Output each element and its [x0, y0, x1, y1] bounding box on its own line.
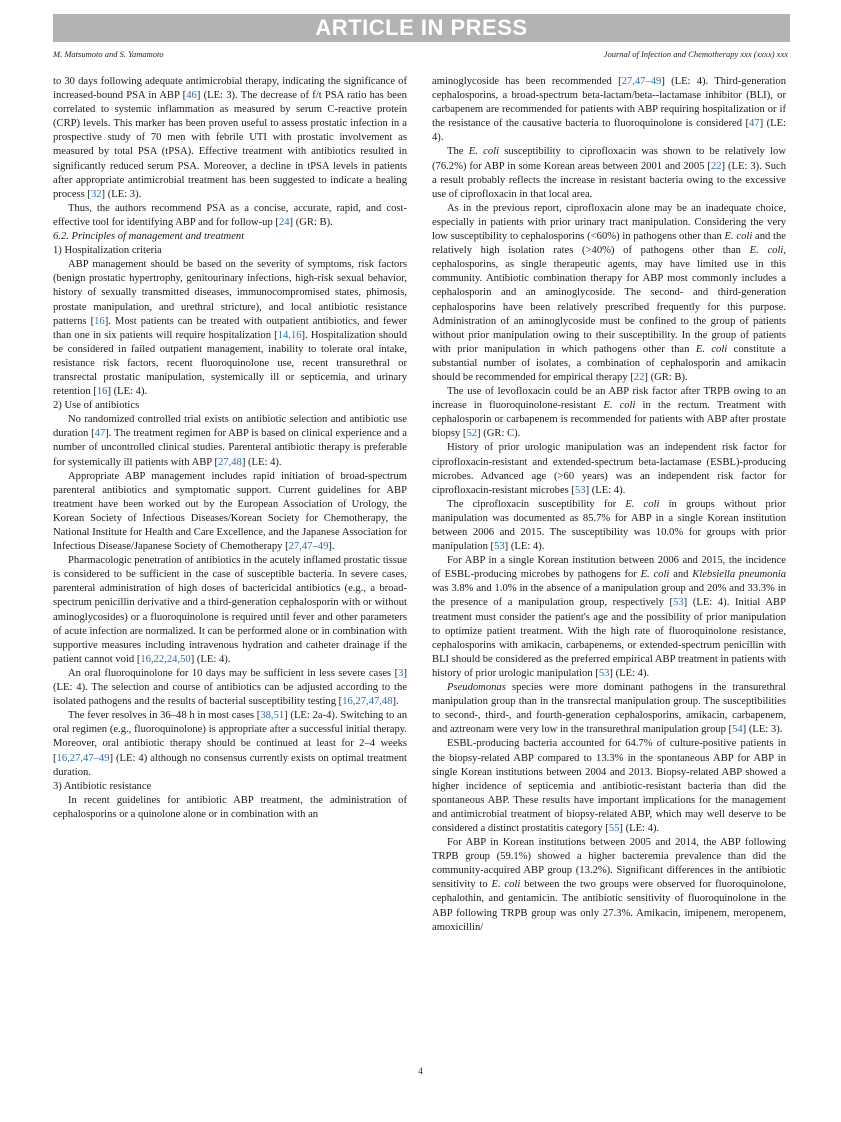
- citation-link[interactable]: 47: [749, 118, 760, 130]
- citation-link[interactable]: 24: [278, 216, 290, 228]
- paragraph: The E. coli susceptibility to ciprofloxacin was shown to be relatively low (76.2%) for ABP in some Korean areas between 2001 and 2005 [22] (LE: 3). Such a result probably reflects the increase in resistant bacteria owing to the excessive use of ciprofloxacin in that local area.: [432, 146, 786, 200]
- citation-link[interactable]: 38,51: [260, 710, 285, 722]
- paragraph: ABP management should be based on the severity of symptoms, risk factors (benign prostatic hypertrophy, genitourinary infections, high-risk sexual behavior, history of sexually transmitted diseases, immunocompromised states, phimosis, prostate manipulation, and urethral stricture), and local antibiotic resistance patterns [16]. Most patients can be treated with outpatient antibiotics, and fewer than one in six patients will require hospitalization [14,16]. Hospitalization should be considered in failed outpatient management, inability to tolerate oral intake, resistance risk factors, recent fluoroquinolone use, recent transurethral or transrectal prostatic manipulation, systemically ill or septicemia, and urinary retention [16] (LE: 4).: [53, 259, 408, 398]
- running-head-journal: Journal of Infection and Chemotherapy xxx (xxxx) xxx: [603, 49, 788, 59]
- paragraph: In recent guidelines for antibiotic ABP treatment, the administration of cephalosporins or a quinolone alone or in combination with an: [53, 794, 407, 820]
- page-number: 4: [418, 1066, 423, 1076]
- paragraph: Pharmacologic penetration of antibiotics in the acutely inflamed prostatic tissue is considered to be sufficient in the case of susceptible bacteria. In severe cases, parenteral administration of high doses of bactericidal antibiotics (e.g., a broad-spectrum penicillin derivative and a third-generation cephalosporin with or without aminoglycosides) or a fluoroquinolone is required until fever and other parameters of acute infection are normalized. It can be performed alone or in combination with supportive measures including intravenous hydration and catheter drainage if the patient cannot void [16,22,24,50] (LE: 4).: [53, 555, 407, 665]
- citation-link[interactable]: 22: [633, 371, 645, 383]
- paragraph: Appropriate ABP management includes rapid initiation of broad-spectrum parenteral antibiotics and symptomatic support. Current guidelines for ABP treatment have been worked out by the European Association of Urology, the Korean Society of Infectious Diseases/Korean Society for Chemotherapy, the National Institute for Health and Care Excellence, and the Japanese Association for Infectious Disease/Japanese Society of Chemotherapy [27,47–49].: [53, 470, 407, 553]
- left-column: [53, 75, 407, 1065]
- paragraph: The use of levofloxacin could be an ABP risk factor after TRPB owing to an increase in fluoroquinolone-resistant E. coli in the rectum. Treatment with cephalosporin or carbapenem is recommended for patients with ABP after prostate biopsy [52] (GR: C).: [432, 386, 786, 440]
- citation-link[interactable]: 53: [574, 484, 586, 496]
- subsection-heading: 2) Use of antibiotics: [53, 400, 140, 412]
- paragraph: As in the previous report, ciprofloxacin alone may be an inadequate choice, especially in patients with prior urinary tract manipulation. Considering the very low susceptibility to cephalosporins (<60%) in pathogens other than E. coli and the relatively high isolation rates (>40%) of pathogens other than E. coli, cephalosporins, as single therapeutic agents, may have limited use in this community. Antibiotic combination therapy for ABP most commonly includes a cephalosporin and an aminoglycoside. The second- and third-generation cephalosporins have been relatively prescribed frequently for this purpose. Administration of an aminoglycoside must be confined to the group of patients without prior manipulation owing to their susceptibility. In the group of patients with prior manipulation in which pathogens other than E. coli constitute a substantial number of isolates, a combination of cephalosporin and amikacin should be recommended for empirical therapy [22] (GR: B).: [432, 202, 787, 383]
- paragraph: The ciprofloxacin susceptibility for E. coli in groups without prior manipulation was documented as 85.7% for ABP in a single Korean institution between 2006 and 2015. The susceptibility was 10.0% for groups with prior manipulation [53] (LE: 4).: [432, 498, 787, 553]
- right-column: [432, 75, 786, 1065]
- paragraph: For ABP in Korean institutions between 2005 and 2014, the ABP following TRPB group (59.1%) showed a higher bacteremia prevalence than did the community-acquired ABP group (13.2%). Significant differences in the antibiotic sensitivity to E. coli between the two groups were observed for fluoroquinolone, cephalothin, and gentamicin. The antibiotic sensitivity of fluoroquinolone in the ABP following TRPB group was only 27.3%. Amikacin, imipenem, meropenem, amoxicillin/: [432, 837, 787, 933]
- paragraph: The fever resolves in 36–48 h in most cases [38,51] (LE: 2a-4). Switching to an oral regimen (e.g., fluoroquinolone) is appropriate after a successful initial therapy. Moreover, oral antibiotic therapy should be continued at least for 2–4 weeks [16,27,47–49] (LE: 4) although no consensus currently exists on optimal treatment duration.: [53, 710, 407, 778]
- subsection-heading: 3) Antibiotic resistance: [53, 780, 152, 792]
- paragraph: For ABP in a single Korean institution between 2006 and 2015, the incidence of ESBL-producing microbes by pathogens for E. coli and Klebsiella pneumonia was 3.8% and 1.0% in the absence of a manipulation group and 20% and 33.3% in the presence of a manipulation group, respectively [53] (LE: 4). Initial ABP treatment must consider the patient's age and the possibility of prior manipulation to optimize patient treatment. With the high rate of fluoroquinolone resistance, cephalosporins with amikacin, carbapenems, or extended-spectrum penicillin with BLI should be considered as the preferred empirical ABP treatment in patients with history of prior urologic manipulation [53] (LE: 4).: [432, 555, 786, 679]
- citation-link[interactable]: 27,47–49: [288, 541, 329, 553]
- citation-link[interactable]: 53: [494, 541, 505, 553]
- paragraph: ESBL-producing bacteria accounted for 64.7% of culture-positive patients in the biopsy-related ABP compared to 13.3% in the spontaneous ABP for ABP in single Korean institutions between 2004 and 2013. Biopsy-related ABP showed a higher incidence of septicemia and antibiotic-resistant bacteria than did the spontaneous ABP. These results have important implications for the management and antimicrobial treatment of biopsy-related ABP, which may well deserve to be considered a distinct prostatitis category [55] (LE: 4).: [432, 738, 786, 834]
- paragraph: History of prior urologic manipulation was an independent risk factor for ciprofloxacin-resistant and extended-spectrum beta-lactamase (ESBL)-producing microbes. Advanced age (>60 years) was an independent risk factor for ciprofloxacin-resistant microbes [53] (LE: 4).: [432, 442, 786, 496]
- citation-link[interactable]: 54: [732, 724, 743, 736]
- citation-link[interactable]: 16,22,24,50: [140, 653, 191, 665]
- citation-link[interactable]: 16: [96, 386, 108, 398]
- citation-link[interactable]: 14,16: [277, 329, 302, 341]
- article-in-press-banner: ARTICLE IN PRESS: [53, 14, 790, 42]
- paragraph: Pseudomonas species were more dominant pathogens in the transurethral manipulation group than in the transrectal manipulation group. The susceptibilities to second-, third-, and fourth-generation cephalosporins, amikacin, carbapenem, and aztreonam were very low in the transurethral manipulation group [54] (LE: 3).: [432, 682, 786, 736]
- citation-link[interactable]: 53: [598, 667, 610, 679]
- citation-link[interactable]: 27,48: [217, 456, 242, 468]
- paragraph: aminoglycoside has been recommended [27,47–49] (LE: 4). Third-generation cephalosporins, a broad-spectrum beta-lactam/beta--lactamase inhibitor (BLI), or carbapenem are recommended for patients with ABP requiring hospitalization or if the resistance of the causative bacteria to fluoroquinolone is considered [47] (LE: 4).: [432, 76, 786, 144]
- citation-link[interactable]: 55: [608, 822, 620, 834]
- paragraph: to 30 days following adequate antimicrobial therapy, indicating the significance of increased-bound PSA in ABP [46] (LE: 3). The decrease of f/t PSA ratio has been correlated to systemic inflammation as measured by serum C-reactive protein (CRP) levels. This marker has been proven useful to assess prostatic infection in a prospective study of 70 men with febrile UTI with prostatic involvement as measured by total PSA (tPSA). Effective treatment with antibiotics resulted in significantly reduced serum PSA. Moreover, a decline in tPSA levels in patients after appropriate antimicrobial treatment has been suggested to indicate a healing process [32] (LE: 3).: [53, 76, 407, 200]
- citation-link[interactable]: 46: [186, 90, 197, 102]
- citation-link[interactable]: 3: [398, 667, 404, 679]
- citation-link[interactable]: 52: [466, 428, 478, 440]
- citation-link[interactable]: 16,27,47,48: [342, 696, 393, 708]
- subsection-heading: 1) Hospitalization criteria: [53, 245, 162, 257]
- section-heading: 6.2. Principles of management and treatment: [53, 231, 245, 243]
- citation-link[interactable]: 22: [710, 160, 722, 172]
- citation-link[interactable]: 27,47–49: [621, 76, 662, 87]
- citation-link[interactable]: 16: [94, 315, 105, 327]
- citation-link[interactable]: 53: [673, 597, 684, 609]
- paragraph: Thus, the authors recommend PSA as a concise, accurate, rapid, and cost-effective tool for identifying ABP and for follow-up [24] (GR: B).: [53, 202, 407, 228]
- citation-link[interactable]: 16,27,47–49: [56, 752, 110, 764]
- citation-link[interactable]: 32: [90, 188, 102, 200]
- paragraph: No randomized controlled trial exists on antibiotic selection and antibiotic use duration [47]. The treatment regimen for ABP is based on clinical experience and a number of uncontrolled clinical studies. Parenteral antibiotic therapy is preferable for systemically ill patients with ABP [27,48] (LE: 4).: [53, 414, 407, 468]
- citation-link[interactable]: 47: [94, 428, 106, 440]
- running-head-authors: M. Matsumoto and S. Yamamoto: [53, 49, 164, 59]
- paragraph: An oral fluoroquinolone for 10 days may be sufficient in less severe cases [3] (LE: 4). The selection and course of antibiotics can be adjusted according to the isolated pathogens and the results of bacterial susceptibility testing [16,27,47,48].: [53, 667, 407, 708]
